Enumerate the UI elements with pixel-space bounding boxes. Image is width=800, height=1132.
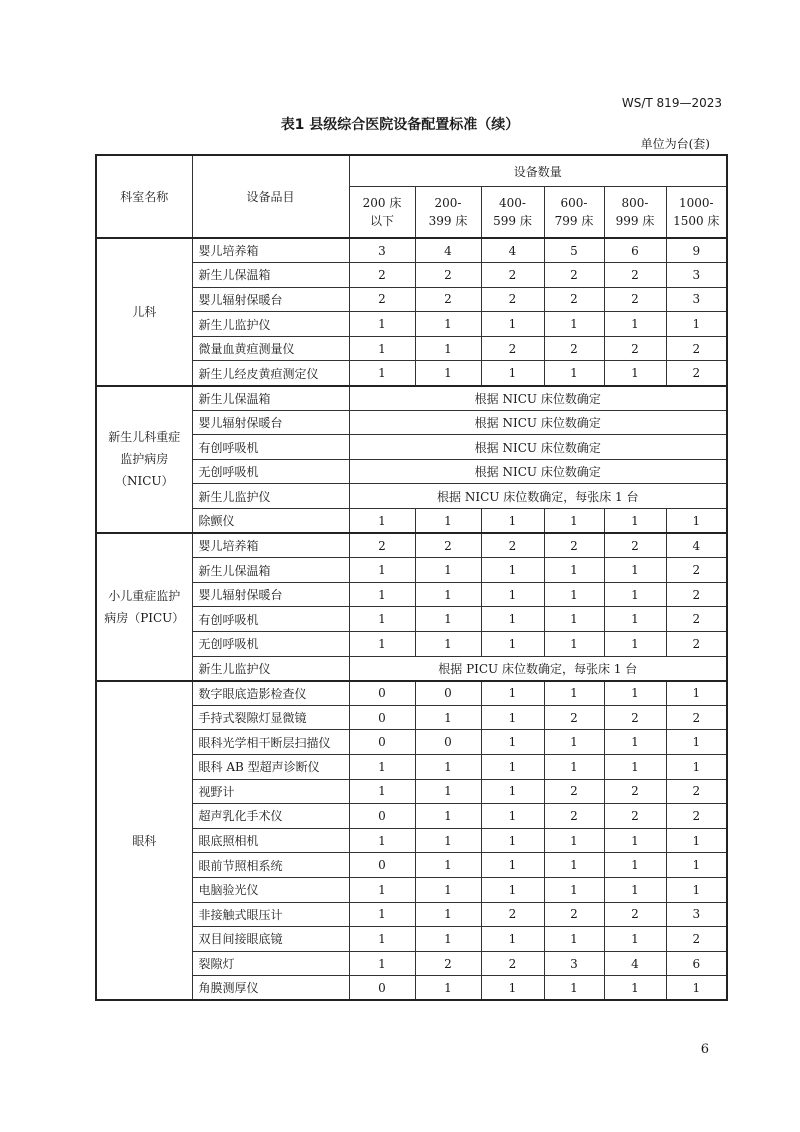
quantity-cell: 1 (481, 705, 544, 730)
quantity-cell: 1 (666, 730, 727, 755)
quantity-cell: 2 (666, 779, 727, 804)
quantity-cell: 1 (349, 558, 415, 583)
quantity-cell: 3 (666, 902, 727, 927)
quantity-cell: 1 (349, 927, 415, 952)
quantity-cell: 2 (666, 361, 727, 386)
quantity-cell: 1 (544, 828, 604, 853)
quantity-cell: 1 (349, 607, 415, 632)
item-name: 除颤仪 (192, 509, 349, 534)
quantity-cell: 1 (544, 509, 604, 534)
quantity-cell: 1 (415, 976, 481, 1001)
quantity-cell: 2 (604, 287, 666, 312)
quantity-cell: 1 (415, 509, 481, 534)
quantity-cell: 1 (544, 853, 604, 878)
quantity-cell: 1 (349, 951, 415, 976)
quantity-cell: 1 (481, 361, 544, 386)
quantity-cell: 1 (349, 902, 415, 927)
quantity-cell: 1 (544, 754, 604, 779)
item-name: 角膜测厚仪 (192, 976, 349, 1001)
quantity-cell: 1 (666, 681, 727, 706)
quantity-cell: 1 (481, 976, 544, 1001)
dept-name: 儿科 (96, 238, 192, 386)
item-name: 婴儿辐射保暖台 (192, 582, 349, 607)
quantity-cell: 1 (349, 312, 415, 337)
quantity-cell: 1 (415, 927, 481, 952)
quantity-cell: 2 (604, 779, 666, 804)
quantity-cell: 1 (481, 558, 544, 583)
quantity-cell: 2 (349, 533, 415, 558)
item-name: 新生儿监护仪 (192, 484, 349, 509)
quantity-cell: 1 (604, 681, 666, 706)
dept-group (96, 681, 727, 1001)
quantity-cell: 1 (481, 828, 544, 853)
quantity-cell: 2 (604, 263, 666, 288)
item-name: 眼科光学相干断层扫描仪 (192, 730, 349, 755)
quantity-cell: 1 (349, 336, 415, 361)
quantity-cell: 1 (544, 681, 604, 706)
dept-name: 眼科 (96, 681, 192, 1001)
quantity-cell: 5 (544, 238, 604, 263)
quantity-cell: 1 (349, 509, 415, 534)
quantity-cell: 1 (481, 681, 544, 706)
quantity-cell: 2 (349, 263, 415, 288)
standard-code: WS/T 819—2023 (621, 96, 722, 110)
quantity-cell: 0 (349, 976, 415, 1001)
quantity-cell: 2 (544, 779, 604, 804)
dept-group (96, 386, 727, 534)
quantity-cell: 2 (481, 533, 544, 558)
quantity-cell: 2 (604, 705, 666, 730)
quantity-cell: 2 (544, 902, 604, 927)
quantity-cell: 1 (481, 927, 544, 952)
quantity-cell: 1 (544, 632, 604, 657)
table-header (96, 155, 727, 238)
item-name: 新生儿保温箱 (192, 386, 349, 411)
header-row-1 (96, 155, 727, 187)
quantity-cell: 1 (349, 632, 415, 657)
quantity-cell: 1 (415, 853, 481, 878)
quantity-note: 根据 NICU 床位数确定 (349, 410, 727, 435)
table-row (96, 681, 727, 706)
quantity-cell: 2 (415, 287, 481, 312)
item-name: 眼前节照相系统 (192, 853, 349, 878)
quantity-cell: 1 (481, 877, 544, 902)
quantity-cell: 1 (604, 877, 666, 902)
item-name: 婴儿培养箱 (192, 238, 349, 263)
item-name: 数字眼底造影检查仪 (192, 681, 349, 706)
quantity-cell: 2 (604, 533, 666, 558)
quantity-cell: 1 (415, 361, 481, 386)
quantity-cell: 1 (544, 558, 604, 583)
table-row (96, 533, 727, 558)
item-name: 新生儿保温箱 (192, 263, 349, 288)
quantity-cell: 1 (666, 312, 727, 337)
quantity-cell: 1 (666, 828, 727, 853)
quantity-cell: 1 (481, 632, 544, 657)
quantity-cell: 1 (415, 558, 481, 583)
quantity-cell: 2 (481, 336, 544, 361)
quantity-cell: 2 (666, 927, 727, 952)
quantity-cell: 2 (544, 804, 604, 829)
quantity-cell: 1 (415, 582, 481, 607)
item-name: 微量血黄疸测量仪 (192, 336, 349, 361)
quantity-cell: 2 (604, 336, 666, 361)
item-name: 无创呼吸机 (192, 459, 349, 484)
quantity-cell: 2 (415, 533, 481, 558)
quantity-note: 根据 NICU 床位数确定 (349, 459, 727, 484)
quantity-cell: 1 (666, 853, 727, 878)
quantity-cell: 1 (604, 558, 666, 583)
item-name: 无创呼吸机 (192, 632, 349, 657)
quantity-cell: 1 (349, 779, 415, 804)
quantity-cell: 1 (415, 828, 481, 853)
item-name: 新生儿监护仪 (192, 312, 349, 337)
quantity-cell: 3 (666, 263, 727, 288)
quantity-cell: 1 (481, 853, 544, 878)
quantity-cell: 1 (415, 804, 481, 829)
quantity-cell: 1 (481, 804, 544, 829)
quantity-note: 根据 NICU 床位数确定 (349, 435, 727, 460)
quantity-cell: 2 (544, 533, 604, 558)
quantity-cell: 0 (349, 681, 415, 706)
quantity-cell: 1 (604, 361, 666, 386)
quantity-cell: 3 (666, 287, 727, 312)
quantity-cell: 1 (544, 607, 604, 632)
item-name: 双目间接眼底镜 (192, 927, 349, 952)
unit-note: 单位为台(套) (640, 137, 710, 151)
quantity-cell: 1 (481, 509, 544, 534)
quantity-cell: 2 (544, 336, 604, 361)
quantity-cell: 2 (544, 263, 604, 288)
header-bed-col: 200 床 以下 (349, 187, 415, 239)
header-bed-col: 800- 999 床 (604, 187, 666, 239)
quantity-note: 根据 NICU 床位数确定 (349, 386, 727, 411)
quantity-cell: 2 (666, 582, 727, 607)
quantity-cell: 1 (415, 632, 481, 657)
page-number: 6 (700, 1042, 709, 1057)
table-row (96, 238, 727, 263)
item-name: 新生儿监护仪 (192, 656, 349, 681)
quantity-cell: 1 (544, 582, 604, 607)
quantity-cell: 3 (544, 951, 604, 976)
quantity-cell: 9 (666, 238, 727, 263)
quantity-cell: 2 (415, 951, 481, 976)
quantity-cell: 1 (415, 779, 481, 804)
quantity-cell: 1 (481, 312, 544, 337)
quantity-cell: 1 (415, 902, 481, 927)
quantity-cell: 2 (544, 287, 604, 312)
quantity-cell: 2 (349, 287, 415, 312)
quantity-cell: 0 (415, 681, 481, 706)
quantity-cell: 4 (604, 951, 666, 976)
quantity-cell: 0 (349, 853, 415, 878)
item-name: 超声乳化手术仪 (192, 804, 349, 829)
quantity-cell: 2 (604, 902, 666, 927)
quantity-cell: 1 (415, 607, 481, 632)
quantity-cell: 6 (604, 238, 666, 263)
quantity-cell: 1 (604, 927, 666, 952)
quantity-cell: 1 (544, 877, 604, 902)
equipment-table (95, 154, 728, 1001)
item-name: 非接触式眼压计 (192, 902, 349, 927)
quantity-cell: 1 (349, 877, 415, 902)
quantity-cell: 1 (544, 730, 604, 755)
header-bed-col: 600- 799 床 (544, 187, 604, 239)
dept-group (96, 533, 727, 681)
quantity-cell: 1 (544, 976, 604, 1001)
item-name: 手持式裂隙灯显微镜 (192, 705, 349, 730)
quantity-cell: 3 (349, 238, 415, 263)
quantity-note: 根据 PICU 床位数确定，每张床 1 台 (349, 656, 727, 681)
quantity-cell: 1 (481, 730, 544, 755)
quantity-cell: 1 (415, 336, 481, 361)
header-dept: 科室名称 (96, 155, 192, 238)
quantity-cell: 1 (349, 361, 415, 386)
item-name: 婴儿辐射保暖台 (192, 287, 349, 312)
quantity-note: 根据 NICU 床位数确定，每张床 1 台 (349, 484, 727, 509)
quantity-cell: 2 (415, 263, 481, 288)
dept-name: 新生儿科重症 监护病房 （NICU） (96, 386, 192, 534)
dept-name: 小儿重症监护 病房（PICU） (96, 533, 192, 681)
header-item: 设备品目 (192, 155, 349, 238)
quantity-cell: 2 (481, 902, 544, 927)
item-name: 电脑验光仪 (192, 877, 349, 902)
quantity-cell: 1 (604, 730, 666, 755)
quantity-cell: 1 (666, 877, 727, 902)
dept-group (96, 238, 727, 386)
header-bed-col: 200- 399 床 (415, 187, 481, 239)
quantity-cell: 2 (666, 558, 727, 583)
quantity-cell: 1 (604, 582, 666, 607)
quantity-cell: 2 (604, 804, 666, 829)
quantity-cell: 1 (604, 607, 666, 632)
item-name: 婴儿辐射保暖台 (192, 410, 349, 435)
quantity-cell: 2 (666, 632, 727, 657)
quantity-cell: 6 (666, 951, 727, 976)
quantity-cell: 1 (481, 754, 544, 779)
quantity-cell: 1 (349, 828, 415, 853)
item-name: 有创呼吸机 (192, 607, 349, 632)
item-name: 婴儿培养箱 (192, 533, 349, 558)
item-name: 有创呼吸机 (192, 435, 349, 460)
quantity-cell: 1 (544, 927, 604, 952)
quantity-cell: 1 (415, 705, 481, 730)
quantity-cell: 1 (604, 828, 666, 853)
quantity-cell: 2 (481, 287, 544, 312)
header-bed-col: 400- 599 床 (481, 187, 544, 239)
quantity-cell: 1 (544, 361, 604, 386)
quantity-cell: 1 (349, 754, 415, 779)
quantity-cell: 1 (349, 582, 415, 607)
quantity-cell: 1 (481, 582, 544, 607)
item-name: 眼底照相机 (192, 828, 349, 853)
item-name: 眼科 AB 型超声诊断仪 (192, 754, 349, 779)
quantity-cell: 1 (604, 312, 666, 337)
quantity-cell: 1 (604, 632, 666, 657)
quantity-cell: 2 (666, 336, 727, 361)
quantity-cell: 2 (666, 607, 727, 632)
quantity-cell: 1 (604, 509, 666, 534)
quantity-cell: 2 (666, 705, 727, 730)
quantity-cell: 1 (604, 754, 666, 779)
quantity-cell: 4 (481, 238, 544, 263)
quantity-cell: 2 (544, 705, 604, 730)
quantity-cell: 1 (666, 509, 727, 534)
table-title: 表1 县级综合医院设备配置标准（续） (280, 117, 520, 133)
header-quantity: 设备数量 (349, 155, 727, 187)
quantity-cell: 1 (481, 779, 544, 804)
quantity-cell: 2 (481, 263, 544, 288)
quantity-cell: 0 (415, 730, 481, 755)
quantity-cell: 4 (666, 533, 727, 558)
quantity-cell: 1 (481, 607, 544, 632)
quantity-cell: 0 (349, 804, 415, 829)
quantity-cell: 1 (604, 976, 666, 1001)
item-name: 新生儿保温箱 (192, 558, 349, 583)
table-row (96, 386, 727, 411)
quantity-cell: 1 (415, 312, 481, 337)
quantity-cell: 1 (666, 754, 727, 779)
header-bed-col: 1000- 1500 床 (666, 187, 727, 239)
quantity-cell: 1 (415, 877, 481, 902)
item-name: 裂隙灯 (192, 951, 349, 976)
item-name: 新生儿经皮黄疸测定仪 (192, 361, 349, 386)
quantity-cell: 1 (666, 976, 727, 1001)
quantity-cell: 4 (415, 238, 481, 263)
quantity-cell: 1 (415, 754, 481, 779)
quantity-cell: 0 (349, 730, 415, 755)
item-name: 视野计 (192, 779, 349, 804)
quantity-cell: 1 (604, 853, 666, 878)
quantity-cell: 0 (349, 705, 415, 730)
quantity-cell: 2 (481, 951, 544, 976)
quantity-cell: 2 (666, 804, 727, 829)
quantity-cell: 1 (544, 312, 604, 337)
